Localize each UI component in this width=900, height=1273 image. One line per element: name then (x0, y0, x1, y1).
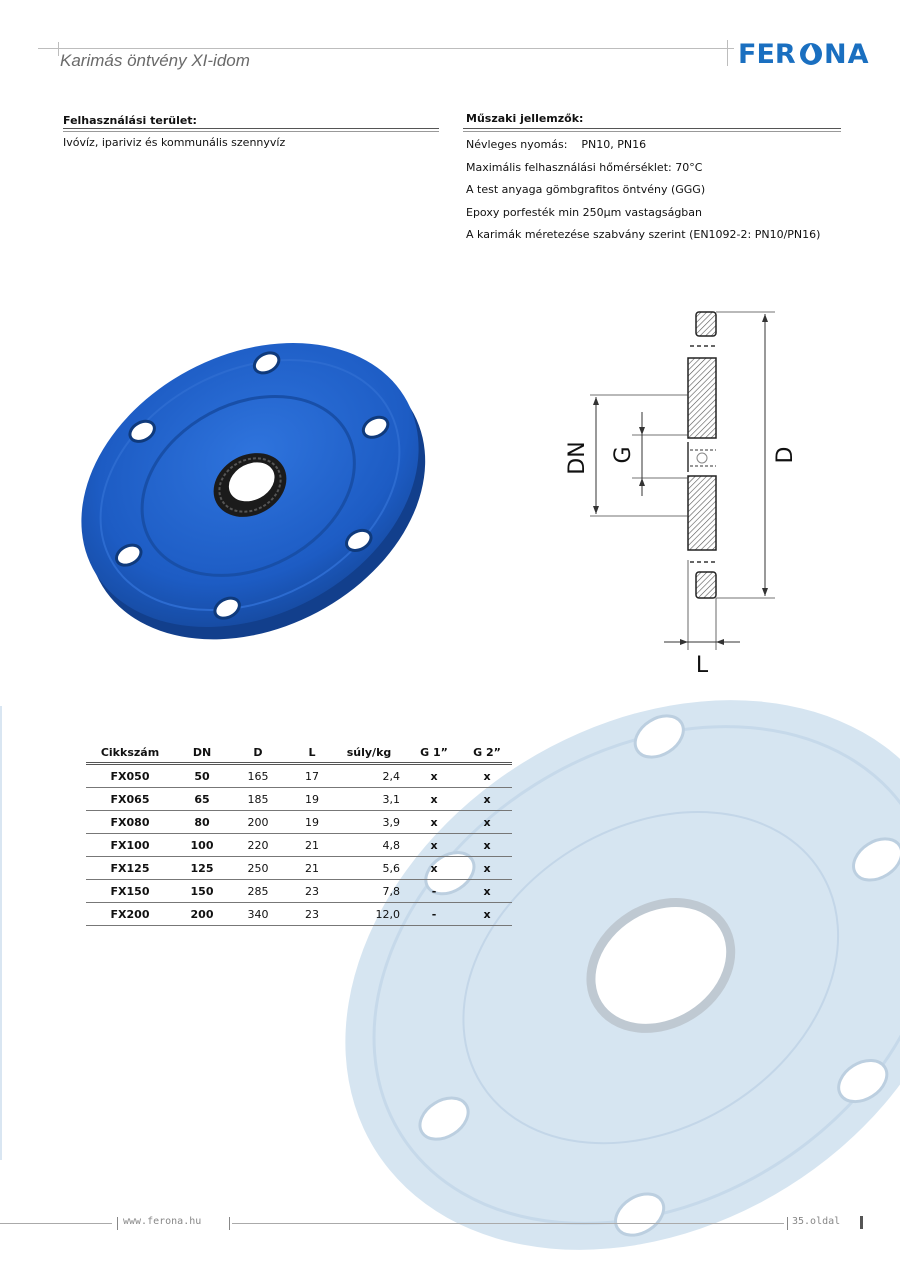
cell-dn: 100 (174, 834, 230, 857)
cell-code: FX200 (86, 903, 174, 926)
cell-g2: x (462, 764, 512, 788)
footer-marker (860, 1216, 863, 1229)
cell-code: FX065 (86, 788, 174, 811)
label-d: D (773, 446, 798, 464)
footer-rule-mid (232, 1223, 784, 1224)
header-rule (38, 48, 734, 49)
cell-l: 21 (286, 857, 338, 880)
cell-g2: x (462, 880, 512, 903)
cell-d: 250 (230, 857, 286, 880)
spec-item: A test anyaga gömbgrafitos öntvény (GGG) (466, 183, 706, 196)
cell-g1: - (406, 903, 462, 926)
technical-drawing (560, 300, 800, 680)
cell-code: FX100 (86, 834, 174, 857)
cell-code: FX150 (86, 880, 174, 903)
table-header-row (86, 744, 512, 764)
header-tick (58, 42, 59, 56)
cell-l: 23 (286, 903, 338, 926)
footer-tick (787, 1217, 788, 1230)
cell-g1: x (406, 764, 462, 788)
ferona-logo-mark (738, 38, 870, 70)
usage-rule-thin (63, 131, 439, 132)
cell-d: 185 (230, 788, 286, 811)
spec-item: A karimák méretezése szabvány szerint (EN1092-2: PN10/PN16) (466, 228, 821, 241)
cell-d: 340 (230, 903, 286, 926)
spec-item: Maximális felhasználási hőmérséklet: 70°C (466, 160, 703, 174)
cell-d: 200 (230, 811, 286, 834)
label-dn: DN (565, 441, 590, 475)
spec-pressure-label: Névleges nyomás: (466, 138, 568, 151)
col-header-code: Cikkszám (86, 744, 174, 764)
cell-code: FX125 (86, 857, 174, 880)
cell-g2: x (462, 903, 512, 926)
spec-pressure (466, 134, 820, 157)
cell-g1: - (406, 880, 462, 903)
cell-g1: x (406, 788, 462, 811)
product-table (86, 744, 512, 926)
cell-l: 19 (286, 788, 338, 811)
cell-weight: 5,6 (338, 857, 406, 880)
col-header-weight: súly/kg (338, 744, 406, 764)
table-body (86, 764, 512, 926)
table-row (86, 903, 512, 926)
usage-rule (63, 128, 439, 129)
col-header-dn: DN (174, 744, 230, 764)
specs-heading: Műszaki jellemzők: (466, 112, 584, 125)
header-divider (727, 40, 728, 66)
svg-text:NA: NA (824, 39, 870, 70)
ferona-logo (738, 38, 870, 75)
cell-dn: 150 (174, 880, 230, 903)
specs-rule-thin (463, 131, 841, 132)
cell-g2: x (462, 857, 512, 880)
table-row (86, 788, 512, 811)
cell-d: 220 (230, 834, 286, 857)
cell-weight: 4,8 (338, 834, 406, 857)
cell-code: FX050 (86, 764, 174, 788)
table-row (86, 811, 512, 834)
specs-rule (463, 128, 841, 129)
cell-dn: 125 (174, 857, 230, 880)
cell-g1: x (406, 857, 462, 880)
cell-weight: 3,9 (338, 811, 406, 834)
footer-url: www.ferona.hu (123, 1216, 202, 1227)
footer-tick (117, 1217, 118, 1230)
cell-g1: x (406, 834, 462, 857)
cell-l: 19 (286, 811, 338, 834)
cell-l: 21 (286, 834, 338, 857)
cell-g2: x (462, 834, 512, 857)
svg-text:FER: FER (738, 39, 796, 70)
col-header-g1: G 1” (406, 744, 462, 764)
cell-g2: x (462, 811, 512, 834)
usage-text: Ivóvíz, ipariviz és kommunális szennyvíz (63, 136, 286, 149)
cell-g1: x (406, 811, 462, 834)
table-row (86, 764, 512, 788)
specs-list (466, 134, 820, 247)
spec-item: Epoxy porfesték min 250µm vastagságban (466, 205, 703, 219)
cell-code: FX080 (86, 811, 174, 834)
cell-weight: 7,8 (338, 880, 406, 903)
cell-weight: 2,4 (338, 764, 406, 788)
page-title: Karimás öntvény XI-idom (60, 51, 250, 70)
cell-dn: 200 (174, 903, 230, 926)
table-row (86, 857, 512, 880)
col-header-d: D (230, 744, 286, 764)
cell-dn: 65 (174, 788, 230, 811)
page-edge-strip (0, 706, 2, 1160)
col-header-l: L (286, 744, 338, 764)
table-row (86, 880, 512, 903)
cell-weight: 12,0 (338, 903, 406, 926)
cell-dn: 80 (174, 811, 230, 834)
cell-d: 165 (230, 764, 286, 788)
col-header-g2: G 2” (462, 744, 512, 764)
cell-g2: x (462, 788, 512, 811)
flange-product-photo (70, 320, 440, 650)
cell-l: 17 (286, 764, 338, 788)
cell-d: 285 (230, 880, 286, 903)
footer-tick (229, 1217, 230, 1230)
page-number: 35.oldal (792, 1216, 841, 1227)
cell-weight: 3,1 (338, 788, 406, 811)
label-g: G (611, 446, 636, 464)
cell-dn: 50 (174, 764, 230, 788)
table-row (86, 834, 512, 857)
usage-heading: Felhasználási terület: (63, 114, 197, 127)
footer-rule-left (0, 1223, 112, 1224)
label-l: L (695, 653, 709, 678)
cell-l: 23 (286, 880, 338, 903)
spec-pressure-value: PN10, PN16 (581, 138, 647, 151)
